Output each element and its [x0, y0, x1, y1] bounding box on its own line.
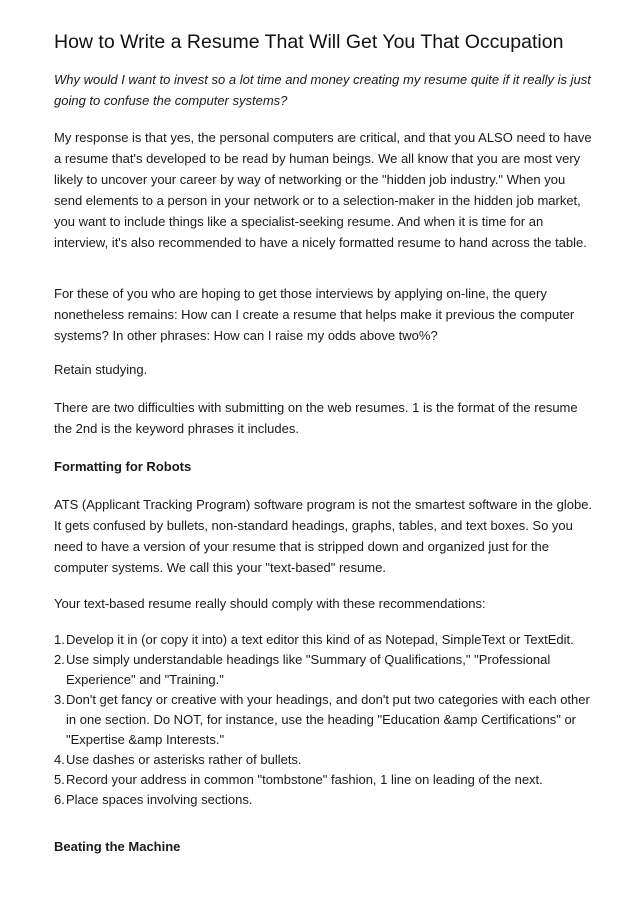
list-item-text: Use dashes or asterisks rather of bullets.	[66, 752, 302, 767]
list-item	[54, 750, 594, 770]
list-item	[54, 790, 594, 810]
list-item	[54, 690, 594, 750]
paragraph-response: My response is that yes, the personal computers are critical, and that you ALSO need to have a resume that's developed to be read by human beings. We all know that you are most very likely to uncover your career by way of networking or the "hidden job industry." When you send elements to a person in your network or to a selection-maker in the hidden job market, you want to include things like a specialist-seeking resume. And when it is time for an interview, it's also recommended to have a nicely formatted resume to hand across the table.	[54, 130, 592, 250]
list-item-text: Develop it in (or copy it into) a text editor this kind of as Notepad, SimpleText or TextEdit.	[66, 632, 574, 647]
list-item-number: 6.	[54, 792, 65, 807]
list-item-text: Don't get fancy or creative with your headings, and don't put two categories with each other in one section. Do NOT, for instance, use the heading "Education &amp Certifications" or "Expertise &amp Interests."	[66, 692, 590, 747]
paragraph-ats: ATS (Applicant Tracking Program) software program is not the smartest software in the globe. It gets confused by bullets, non-standard headings, graphs, tables, and text boxes. So you need to have a version of your resume that is stripped down and organized just for the computer systems. We call this your "text-based" resume.	[54, 497, 593, 575]
intro-question: Why would I want to invest so a lot time and money creating my resume quite if it really is just going to confuse the computer systems?	[54, 72, 591, 108]
paragraph-recommendations-intro: Your text-based resume really should comply with these recommendations:	[54, 596, 486, 611]
page-title: How to Write a Resume That Will Get You That Occupation	[54, 31, 564, 53]
paragraph-online-applications: For these of you who are hoping to get those interviews by applying on-line, the query nonetheless remains: How can I create a resume that helps make it previous the computer systems? In other phrases: How can I raise my odds above two%?	[54, 286, 575, 343]
list-item-text: Use simply understandable headings like "Summary of Qualifications," "Professional Experience" and "Training."	[66, 652, 551, 687]
list-item-number: 4.	[54, 752, 65, 767]
list-item-number: 5.	[54, 772, 65, 787]
paragraph-two-difficulties: There are two difficulties with submitting on the web resumes. 1 is the format of the resume the 2nd is the keyword phrases it includes.	[54, 400, 578, 436]
list-item	[54, 650, 594, 690]
section-heading-formatting: Formatting for Robots	[54, 459, 192, 474]
list-item	[54, 630, 594, 650]
recommendations-list	[54, 630, 594, 810]
list-item-text: Record your address in common "tombstone" fashion, 1 line on leading of the next.	[66, 772, 543, 787]
list-item	[54, 770, 594, 790]
list-item-number: 1.	[54, 632, 65, 647]
section-heading-beating-machine: Beating the Machine	[54, 839, 181, 854]
paragraph-keep-reading: Retain studying.	[54, 362, 148, 377]
list-item-number: 3.	[54, 692, 65, 707]
list-item-text: Place spaces involving sections.	[66, 792, 253, 807]
list-item-number: 2.	[54, 652, 65, 667]
